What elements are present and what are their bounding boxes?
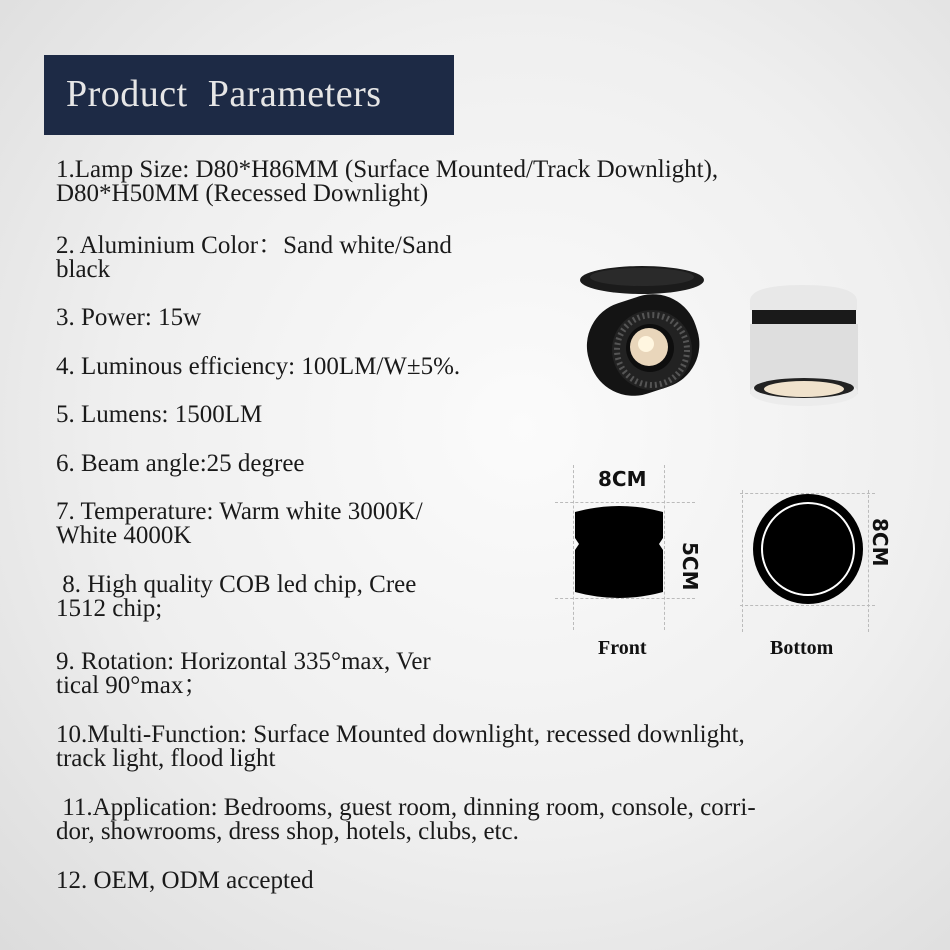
- param-line: 1512 chip;: [56, 595, 163, 622]
- param-line: 9. Rotation: Horizontal 335°max, Ver: [56, 648, 431, 675]
- param-line: 12. OEM, ODM accepted: [56, 867, 314, 894]
- black-downlight-image: [570, 258, 710, 408]
- param-temperature: [56, 500, 423, 548]
- param-color: [56, 234, 452, 282]
- front-caption: Front: [598, 637, 647, 659]
- param-lumens: [56, 403, 262, 427]
- param-line: dor, showrooms, dress shop, hotels, clubs, etc.: [56, 818, 519, 845]
- param-line: tical 90°max；: [56, 672, 209, 699]
- dimension-guide: [742, 490, 743, 632]
- param-oem: [56, 869, 314, 893]
- param-line: 11.Application: Bedrooms, guest room, dinning room, console, corri-: [56, 794, 756, 821]
- bottom-caption: Bottom: [770, 637, 834, 659]
- param-lamp-size: [56, 158, 718, 206]
- param-line: track light, flood light: [56, 745, 276, 772]
- param-line: 1.Lamp Size: D80*H86MM (Surface Mounted/Track Downlight),: [56, 156, 719, 183]
- white-downlight-image: [740, 280, 870, 420]
- front-silhouette: [573, 500, 665, 602]
- param-multi-function: [56, 723, 745, 771]
- param-line: 7. Temperature: Warm white 3000K/: [56, 498, 423, 525]
- param-beam-angle: [56, 452, 305, 476]
- param-line: 10.Multi-Function: Surface Mounted downlight, recessed downlight,: [56, 721, 745, 748]
- param-line: 6. Beam angle:25 degree: [56, 450, 305, 477]
- param-line: 5. Lumens: 1500LM: [56, 401, 263, 428]
- param-line: D80*H50MM (Recessed Downlight): [56, 180, 429, 207]
- param-chip: [56, 573, 416, 621]
- param-application: [56, 796, 756, 844]
- param-line: White 4000K: [56, 522, 192, 549]
- param-line: 2. Aluminium Color：Sand white/Sand: [56, 232, 452, 259]
- param-line: 4. Luminous efficiency: 100LM/W±5%.: [56, 353, 461, 380]
- param-line: 3. Power: 15w: [56, 304, 202, 331]
- title-banner: [44, 55, 454, 135]
- param-efficiency: [56, 355, 460, 379]
- param-line: black: [56, 256, 111, 283]
- bottom-diameter-label: 8CM: [868, 518, 892, 567]
- front-width-label: 8CM: [598, 467, 647, 491]
- page-title: Product Parameters: [66, 73, 382, 115]
- dimension-guide: [740, 605, 875, 606]
- bottom-silhouette: [752, 493, 864, 605]
- param-line: 8. High quality COB led chip, Cree: [56, 571, 417, 598]
- param-power: [56, 306, 201, 330]
- param-rotation: [56, 650, 431, 698]
- front-height-label: 5CM: [678, 542, 702, 591]
